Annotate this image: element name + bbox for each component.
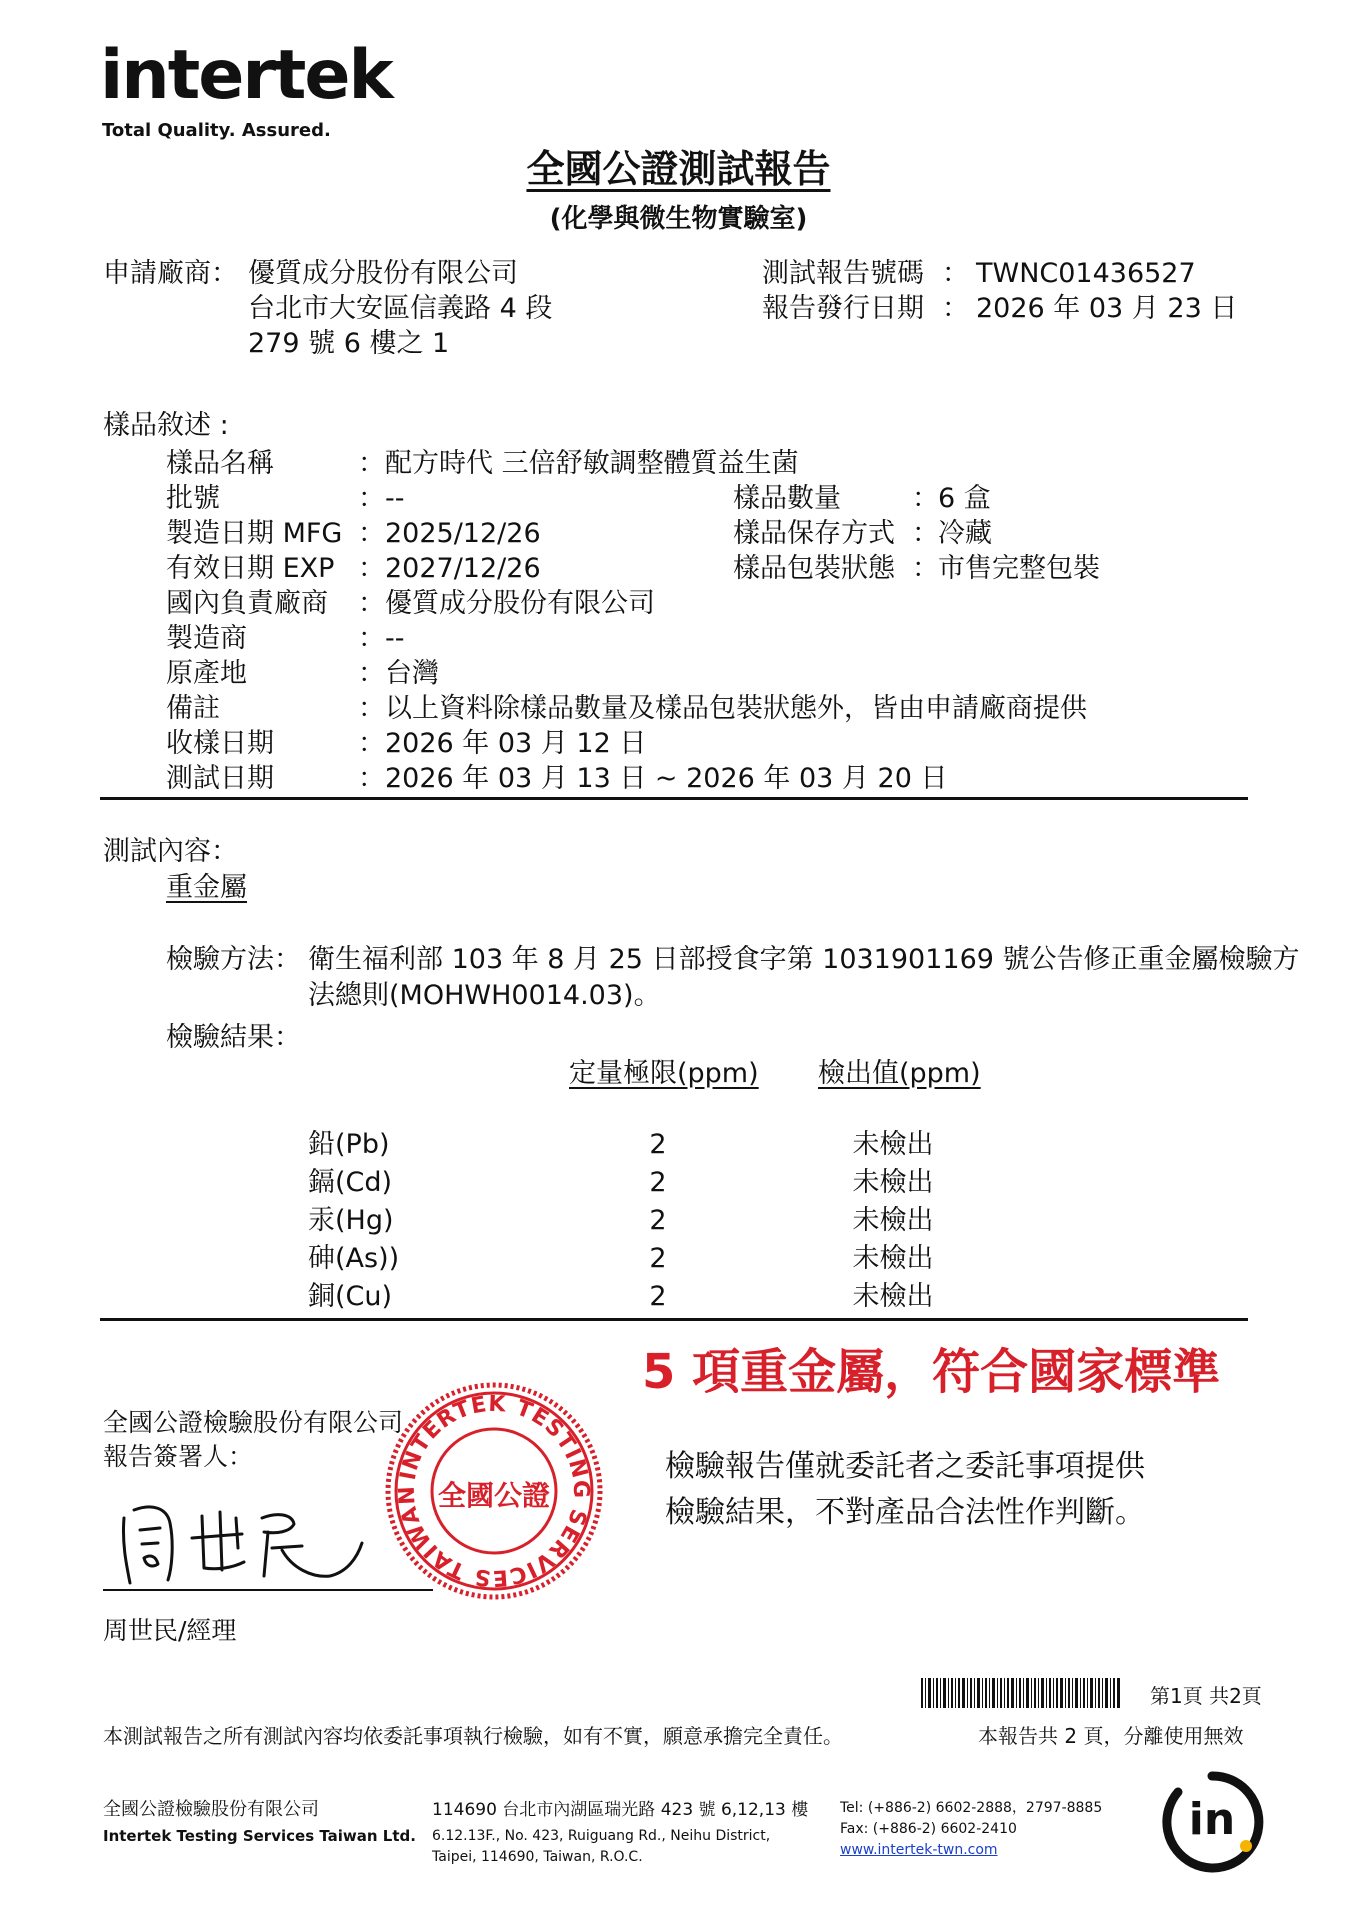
sample-value: -- — [385, 623, 405, 654]
sample-label: 有效日期 EXP — [166, 553, 335, 584]
sample-value: 優質成分股份有限公司 — [385, 588, 655, 619]
sample-value: 2027/12/26 — [385, 553, 541, 584]
sample-right-colon: ： — [912, 518, 939, 549]
disclaimer-line-2: 檢驗結果，不對產品合法性作判斷。 — [665, 1495, 1145, 1530]
sample-label: 國內負責廠商 — [166, 588, 328, 619]
test-section-label: 測試內容： — [103, 836, 238, 867]
sample-value: 2026 年 03 月 12 日 — [385, 728, 647, 759]
sample-label: 備註 — [166, 693, 220, 724]
applicant-label: 申請廠商： — [103, 258, 238, 289]
sample-value: 台灣 — [385, 658, 439, 689]
sample-colon: ： — [358, 728, 385, 759]
result-value: 未檢出 — [852, 1243, 934, 1274]
result-element: 砷(As)) — [308, 1243, 400, 1274]
sample-value: 2025/12/26 — [385, 518, 541, 549]
method-line-1: 衛生福利部 103 年 8 月 25 日部授食字第 1031901169 號公告修正重金屬檢驗方 — [308, 944, 1300, 975]
footer-address-en-1: 6.12.13F., No. 423, Ruiguang Rd., Neihu District, — [432, 1828, 771, 1844]
logo-mark-text: in — [1188, 1794, 1236, 1845]
sample-right-label: 樣品保存方式 — [733, 518, 895, 549]
applicant-address-2: 279 號 6 樓之 1 — [248, 328, 450, 359]
logo-tagline: Total Quality. Assured. — [102, 120, 331, 141]
footer-address-zh: 114690 台北市內湖區瑞光路 423 號 6,12,13 樓 — [432, 1800, 809, 1820]
result-limit: 2 — [649, 1281, 667, 1312]
conclusion-text: 5 項重金屬，符合國家標準 — [642, 1344, 1221, 1400]
sample-colon: ： — [358, 483, 385, 514]
seal-center-text: 全國公證 — [437, 1479, 550, 1512]
sample-label: 收樣日期 — [166, 728, 274, 759]
applicant-address-1: 台北市大安區信義路 4 段 — [248, 293, 553, 324]
page-subtitle: (化學與微生物實驗室) — [549, 204, 808, 234]
sample-value: 配方時代 三倍舒敏調整體質益生菌 — [385, 448, 799, 479]
footer-company-zh: 全國公證檢驗股份有限公司 — [103, 1799, 319, 1820]
signer-name: 周世民/經理 — [103, 1616, 237, 1645]
footer-company-en: Intertek Testing Services Taiwan Ltd. — [103, 1827, 416, 1845]
result-value: 未檢出 — [852, 1281, 934, 1312]
result-limit: 2 — [649, 1243, 667, 1274]
sample-right-colon: ： — [912, 483, 939, 514]
sample-right-colon: ： — [912, 553, 939, 584]
report-date-label: 報告發行日期 — [762, 293, 924, 324]
signer-label: 報告簽署人： — [103, 1442, 254, 1471]
total-pages-note: 本報告共 2 頁，分離使用無效 — [978, 1724, 1244, 1748]
footer-fax: Fax: (+886-2) 6602-2410 — [840, 1821, 1017, 1837]
result-value: 未檢出 — [852, 1167, 934, 1198]
sample-colon: ： — [358, 448, 385, 479]
page-title: 全國公證測試報告 — [526, 147, 831, 191]
applicant-name: 優質成分股份有限公司 — [248, 258, 518, 289]
result-limit: 2 — [649, 1205, 667, 1236]
sample-colon: ： — [358, 553, 385, 584]
sample-value: -- — [385, 483, 405, 514]
footer-address-en-2: Taipei, 114690, Taiwan, R.O.C. — [432, 1849, 643, 1865]
barcode — [921, 1678, 1121, 1708]
signature-company: 全國公證檢驗股份有限公司 — [103, 1408, 404, 1437]
sample-colon: ： — [358, 623, 385, 654]
report-no-value: TWNC01436527 — [976, 258, 1196, 289]
sample-right-label: 樣品包裝狀態 — [733, 553, 895, 584]
report-date-value: 2026 年 03 月 23 日 — [976, 293, 1238, 324]
sample-label: 原產地 — [166, 658, 247, 689]
sample-right-value: 6 盒 — [938, 483, 991, 514]
sample-label: 製造日期 MFG — [166, 518, 343, 549]
sample-colon: ： — [358, 693, 385, 724]
sample-right-value: 市售完整包裝 — [938, 553, 1100, 584]
handwritten-signature — [112, 1488, 372, 1588]
sample-colon: ： — [358, 763, 385, 794]
divider — [100, 797, 1248, 800]
svg-text:INTERTEK TESTING SERVICES TAIW: INTERTEK TESTING SERVICES TAIWAN — [394, 1391, 594, 1591]
col-header-value: 檢出值(ppm) — [818, 1058, 981, 1089]
sample-colon: ： — [358, 588, 385, 619]
page-number: 第1頁 共2頁 — [1150, 1684, 1262, 1708]
sample-value: 以上資料除樣品數量及樣品包裝狀態外，皆由申請廠商提供 — [385, 693, 1087, 724]
sample-right-label: 樣品數量 — [733, 483, 841, 514]
method-label: 檢驗方法： — [166, 944, 301, 975]
responsibility-note: 本測試報告之所有測試內容均依委託事項執行檢驗，如有不實，願意承擔完全責任。 — [103, 1724, 843, 1748]
intertek-logo: intertek — [100, 36, 392, 115]
result-value: 未檢出 — [852, 1129, 934, 1160]
result-element: 汞(Hg) — [308, 1205, 394, 1236]
footer-tel: Tel: (+886-2) 6602-2888，2797-8885 — [840, 1800, 1103, 1816]
sample-value: 2026 年 03 月 13 日 ~ 2026 年 03 月 20 日 — [385, 763, 948, 794]
report-no-colon: ： — [942, 258, 969, 289]
col-header-limit: 定量極限(ppm) — [569, 1058, 759, 1089]
method-line-2: 法總則(MOHWH0014.03)。 — [308, 980, 661, 1011]
footer-website-link[interactable]: www.intertek-twn.com — [840, 1842, 998, 1858]
result-element: 銅(Cu) — [308, 1281, 393, 1312]
report-date-colon: ： — [942, 293, 969, 324]
result-value: 未檢出 — [852, 1205, 934, 1236]
sample-right-value: 冷藏 — [938, 518, 992, 549]
divider — [100, 1318, 1248, 1321]
sample-label: 製造商 — [166, 623, 247, 654]
intertek-in-logo — [1158, 1768, 1266, 1876]
sample-label: 批號 — [166, 483, 220, 514]
result-label: 檢驗結果： — [166, 1022, 301, 1053]
sample-colon: ： — [358, 658, 385, 689]
test-item: 重金屬 — [166, 872, 247, 903]
result-element: 鉛(Pb) — [308, 1129, 390, 1160]
result-element: 鎘(Cd) — [308, 1167, 393, 1198]
result-limit: 2 — [649, 1167, 667, 1198]
sample-label: 測試日期 — [166, 763, 274, 794]
sample-colon: ： — [358, 518, 385, 549]
disclaimer-line-1: 檢驗報告僅就委託者之委託事項提供 — [665, 1449, 1145, 1484]
result-limit: 2 — [649, 1129, 667, 1160]
sample-section-label: 樣品敘述 : — [103, 410, 229, 441]
report-no-label: 測試報告號碼 — [762, 258, 924, 289]
sample-label: 樣品名稱 — [166, 448, 274, 479]
company-seal — [383, 1380, 605, 1602]
